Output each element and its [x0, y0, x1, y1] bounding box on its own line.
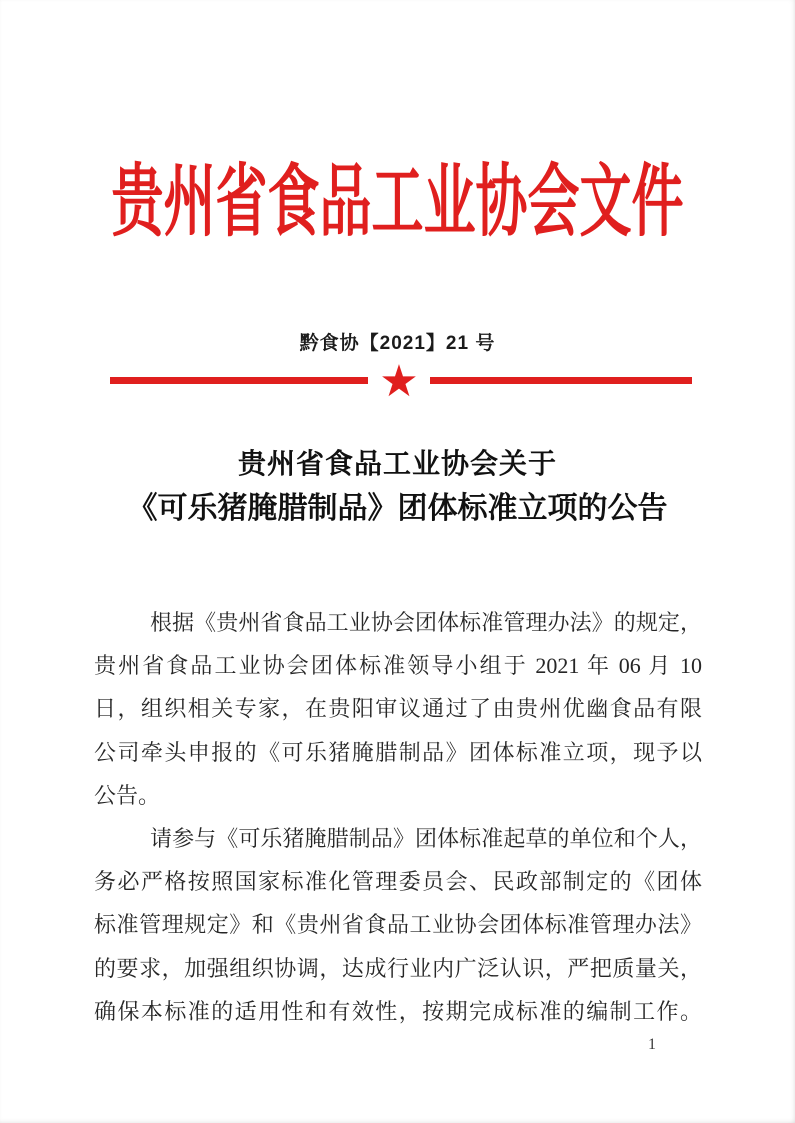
announcement-title: [0, 444, 795, 532]
announcement-title-line2: 《可乐猪腌腊制品》团体标准立项的公告: [127, 492, 668, 525]
body-line: 公司牵头申报的《可乐猪腌腊制品》团体标准立项，现予以: [94, 739, 702, 765]
divider-right-segment: [430, 377, 692, 384]
body-line: 日，组织相关专家，在贵阳审议通过了由贵州优幽食品有限: [94, 696, 702, 722]
document-number: 黔食协【2021】21 号: [299, 333, 496, 354]
red-divider: [110, 356, 692, 407]
page-number: 1: [648, 1036, 656, 1053]
body-line: 根据《贵州省食品工业协会团体标准管理办法》的规定，: [150, 610, 702, 635]
body-line: 务必严格按照国家标准化管理委员会、民政部制定的《团体: [94, 869, 702, 895]
announcement-title-line1: 贵州省食品工业协会关于: [237, 449, 557, 480]
body-line: 请参与《可乐猪腌腊制品》团体标准起草的单位和个人，: [150, 826, 702, 852]
red-masthead: [0, 156, 795, 252]
body-line: 公告。: [94, 782, 161, 808]
star-icon: ★: [379, 356, 419, 407]
body-line: 标准管理规定》和《贵州省食品工业协会团体标准管理办法》: [94, 912, 702, 938]
body-line: 贵州省食品工业协会团体标准领导小组于 2021 年 06 月 10: [94, 653, 702, 679]
body-line: 的要求，加强组织协调，达成行业内广泛认识，严把质量关，: [94, 955, 702, 981]
body-text: [94, 601, 702, 1033]
body-line: 确保本标准的适用性和有效性，按期完成标准的编制工作。: [94, 998, 702, 1024]
divider-left-segment: [110, 377, 368, 384]
organization-title: 贵州省食品工业协会文件: [111, 159, 684, 247]
